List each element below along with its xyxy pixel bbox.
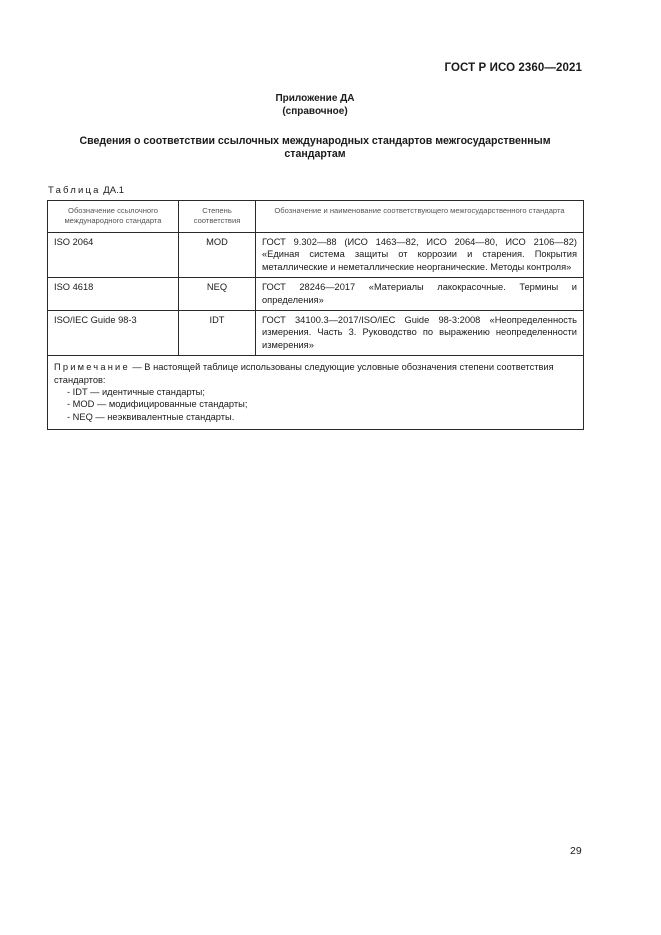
section-heading: Сведения о соответствии ссылочных международных стандартов межгосударственным стандартам: [79, 135, 551, 160]
note-label: Примечание: [54, 362, 130, 373]
description-cell: ГОСТ 28246—2017 «Материалы лакокрасочные. Термины и определения»: [256, 278, 584, 311]
column-header-standard: Обозначение ссылочного международного стандарта: [48, 201, 179, 233]
degree-cell: NEQ: [179, 278, 256, 311]
description-cell: ГОСТ 9.302—88 (ИСО 1463—82, ИСО 2064—80, ИСО 2106—82) «Единая система защиты от коррозии и старения. Покрытия металлические и неметаллические неорганические. Методы контроля»: [256, 233, 584, 278]
degree-cell: MOD: [179, 233, 256, 278]
appendix-title: Приложение ДА: [275, 93, 355, 104]
table-row: [48, 278, 584, 311]
note-item: - IDT — идентичные стандарты;: [67, 387, 205, 398]
note-text: — В настоящей таблице использованы следующие условные обозначения степени соответствия стандартов:: [54, 362, 554, 385]
appendix-subtitle: (справочное): [282, 106, 348, 117]
appendix-heading: [0, 92, 630, 118]
table-header-row: [48, 201, 584, 233]
standard-cell: ISO 4618: [48, 278, 179, 311]
note-item: - MOD — модифицированные стандарты;: [67, 399, 248, 410]
note-item: - NEQ — неэквивалентные стандарты.: [67, 411, 235, 422]
note-text-line: [54, 361, 577, 386]
column-header-degree: Степень соответствия: [179, 201, 256, 233]
description-cell: ГОСТ 34100.3—2017/ISO/IEC Guide 98-3:2008 «Неопределенность измерения. Часть 3. Руководство по выражению неопределенности измерения»: [256, 311, 584, 356]
table-row: [48, 233, 584, 278]
correspondence-table: [47, 200, 584, 430]
column-header-description: Обозначение и наименование соответствующего межгосударственного стандарта: [256, 201, 584, 233]
standard-cell: ISO/IEC Guide 98-3: [48, 311, 179, 356]
degree-cell: IDT: [179, 311, 256, 356]
table-caption: [48, 185, 124, 196]
document-id-header: ГОСТ Р ИСО 2360—2021: [444, 62, 582, 74]
table-row: [48, 311, 584, 356]
page-number: 29: [570, 845, 582, 857]
table-note-row: [48, 356, 584, 430]
table-caption-number: ДА.1: [103, 185, 124, 196]
table-note: [48, 356, 584, 430]
standard-cell: ISO 2064: [48, 233, 179, 278]
table-caption-label: Таблица: [48, 185, 101, 196]
